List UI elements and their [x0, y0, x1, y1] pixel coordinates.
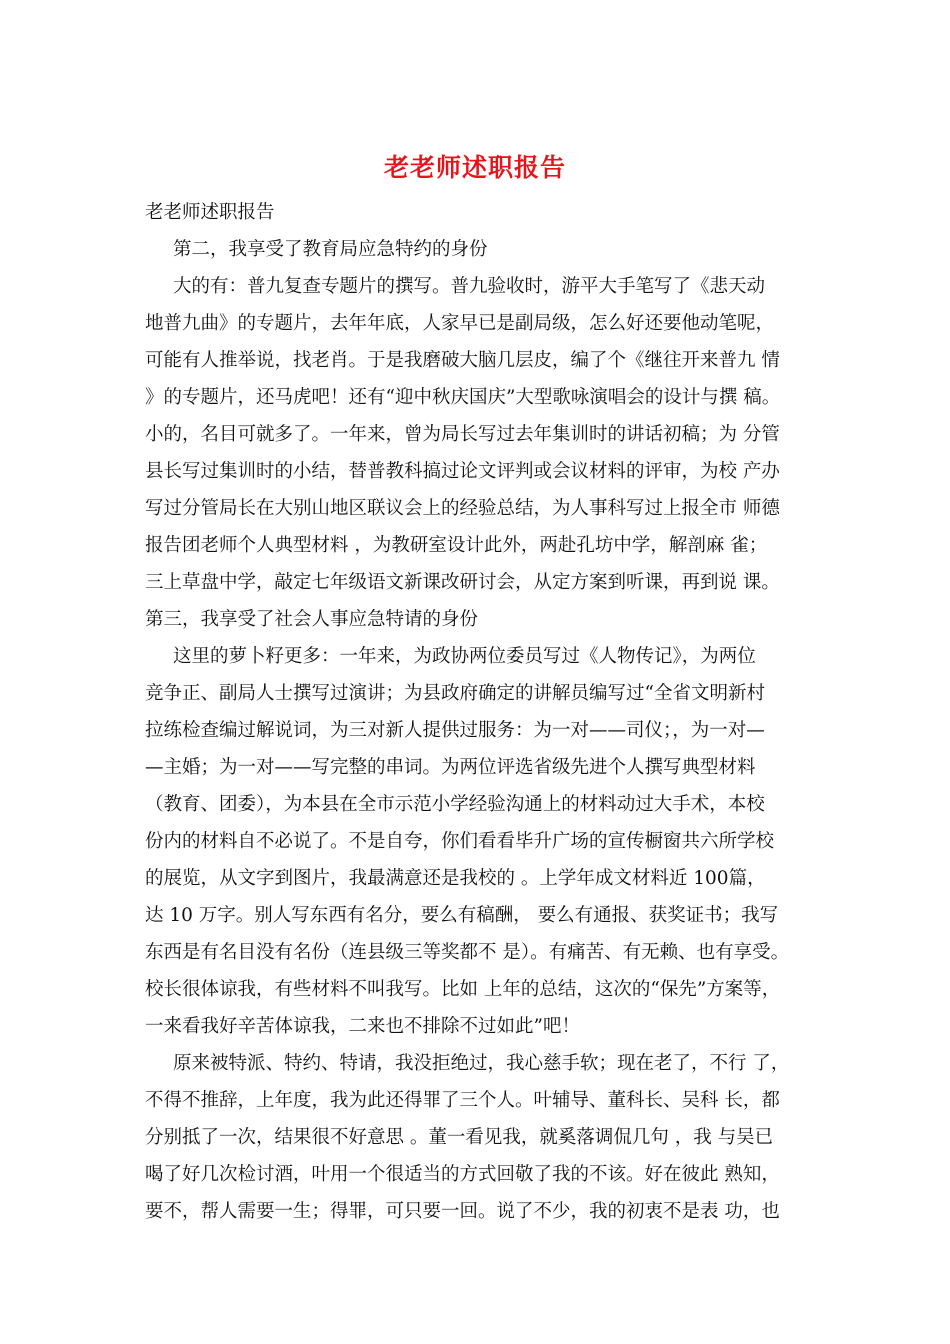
text-line: 要不，帮人需要一生；得罪，可只要一回。说了不少，我的初衷不是表 功，也 [145, 1201, 780, 1222]
text-line: 写过分管局长在大别山地区联议会上的经验总结，为人事科写过上报全市 师德 [145, 498, 780, 519]
text-line: 东西是有名目没有名份（连县级三等奖都不 是）。有痛苦、有无赖、也有享受。 [145, 942, 790, 963]
text-line: 原来被特派、特约、特请，我没拒绝过，我心慈手软；现在老了，不行 了， [173, 1053, 790, 1074]
text-line: 分别抵了一次，结果很不好意思 。董一看见我，就奚落调侃几句 ，我 与吴已 [145, 1127, 774, 1148]
text-line: 大的有：普九复查专题片的撰写。普九验收时，游平大手笔写了《悲天动 [173, 276, 766, 297]
text-line: 这里的萝卜籽更多：一年来，为政协两位委员写过《人物传记》，为两位 [173, 646, 756, 667]
text-line: 达 10 万字。别人写东西有名分，要么有稿酬， 要么有通报、获奖证书；我写 [145, 905, 779, 926]
text-line: 县长写过集训时的小结，替普教科搞过论文评判或会议材料的评审，为校 产办 [145, 461, 780, 482]
text-line: 小的，名目可就多了。一年来，曾为局长写过去年集训时的讲话初稿；为 分管 [145, 424, 780, 445]
text-line: 第二，我享受了教育局应急特约的身份 [173, 239, 488, 260]
text-line: 的展览，从文字到图片，我最满意还是我校的 。上学年成文材料近 100篇， [145, 868, 766, 889]
text-line: 第三，我享受了社会人事应急特请的身份 [145, 609, 479, 630]
text-line: —主婚；为一对——写完整的串词。为两位评选省级先进个人撰写典型材料 [145, 757, 756, 778]
text-line: 拉练检查编过解说词，为三对新人提供过服务：为一对——司仪；，为一对— [145, 720, 765, 741]
text-line: （教育、团委），为本县在全市示范小学经验沟通上的材料动过大手术，本校 [145, 794, 765, 815]
text-line: 不得不推辞，上年度，我为此还得罪了三个人。叶辅导、董科长、吴科 长，都 [145, 1090, 780, 1111]
text-line: 校长很体谅我，有些材料不叫我写。比如 上年的总结，这次的“保先”方案等， [145, 979, 781, 1000]
text-line: 喝了好几次检讨酒，叶用一个很适当的方式回敬了我的不该。好在彼此 熟知， [145, 1164, 780, 1185]
text-line: 老老师述职报告 [145, 202, 275, 223]
text-line: 一来看我好辛苦体谅我，二来也不排除不过如此”吧！ [145, 1016, 580, 1037]
text-line: 》的专题片，还马虎吧！还有“迎中秋庆国庆”大型歌咏演唱会的设计与撰 稿。 [145, 387, 781, 408]
text-line: 份内的材料自不必说了。不是自夸，你们看看毕升广场的宣传橱窗共六所学校 [145, 831, 775, 852]
document-title: 老老师述职报告 [383, 153, 566, 182]
text-line: 报告团老师个人典型材料 ，为教研室设计此外，两赴孔坊中学，解剖麻 雀； [145, 535, 768, 556]
text-line: 可能有人推举说，找老肖。于是我磨破大脑几层皮，编了个《继往开来普九 情 [145, 350, 780, 371]
text-line: 三上草盘中学，敲定七年级语文新课改研讨会，从定方案到听课，再到说 课。 [145, 572, 780, 593]
text-line: 竞争正、副局人士撰写过演讲；为县政府确定的讲解员编写过“全省文明新村 [145, 683, 765, 704]
text-line: 地普九曲》的专题片，去年年底，人家早已是副局级，怎么好还要他动笔呢， [145, 313, 775, 334]
